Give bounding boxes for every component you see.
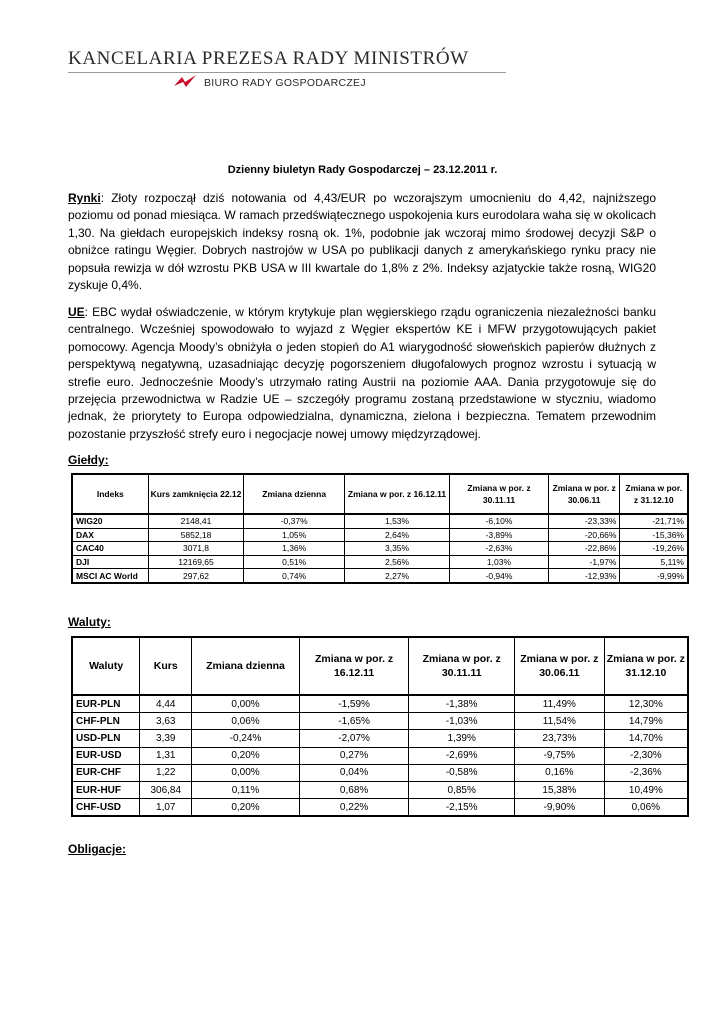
table-cell: -9,75% [515, 747, 605, 764]
table-cell: 10,49% [604, 781, 688, 798]
table-row [72, 569, 688, 583]
table-cell: EUR-HUF [72, 781, 140, 798]
table-cell: 11,54% [515, 713, 605, 730]
gieldy-col-header: Zmiana w por. z 30.06.11 [548, 474, 620, 514]
table-cell: DJI [72, 555, 148, 569]
table-cell: -15,36% [620, 528, 688, 542]
table-cell: 23,73% [515, 730, 605, 747]
table-cell: EUR-USD [72, 747, 140, 764]
table-row [72, 528, 688, 542]
rynki-text: : Złoty rozpoczął dziś notowania od 4,43/EUR po wczorajszym umocnieniu do 4,42, najniższego poziomu od ponad miesiąca. W ramach przedświątecznego uspokojenia kurs eurodolara waha się w okolicach 1,30. Na giełdach europejskich indeksy rosną ok. 1%, podobnie jak wczoraj mimo środowej decyzji S&P o obniżce ratingu Węgier. Dobrych nastrojów w USA po publikacji danych z amerykańskiego rynku pracy nie popsuła rewizja w dół wzrostu PKB USA w III kwartale do 1,8% z 2%. Indeksy azjatyckie także rosną, WIG20 zyskuje 0,4%. [68, 191, 656, 293]
table-row [72, 747, 688, 764]
table-cell: -9,99% [620, 569, 688, 583]
table-cell: 2,56% [344, 555, 449, 569]
table-cell: 0,20% [192, 799, 300, 817]
table-cell: -0,58% [409, 764, 515, 781]
gieldy-header-row [72, 474, 688, 514]
gieldy-col-header: Zmiana w por. z 31.12.10 [620, 474, 688, 514]
table-row [72, 542, 688, 556]
rynki-paragraph [68, 190, 656, 294]
gieldy-col-header: Indeks [72, 474, 148, 514]
rynki-label: Rynki [68, 191, 101, 205]
table-cell: EUR-CHF [72, 764, 140, 781]
table-cell: 12,30% [604, 695, 688, 713]
table-cell: -9,90% [515, 799, 605, 817]
table-cell: 0,06% [604, 799, 688, 817]
table-cell: -19,26% [620, 542, 688, 556]
table-cell: 0,11% [192, 781, 300, 798]
table-cell: 297,62 [148, 569, 244, 583]
table-cell: -2,15% [409, 799, 515, 817]
table-row [72, 764, 688, 781]
table-cell: -23,33% [548, 514, 620, 528]
table-cell: -20,66% [548, 528, 620, 542]
table-cell: -3,89% [450, 528, 549, 542]
table-cell: -21,71% [620, 514, 688, 528]
table-row [72, 713, 688, 730]
table-cell: 0,27% [299, 747, 409, 764]
table-cell: -2,69% [409, 747, 515, 764]
table-cell: MSCI AC World [72, 569, 148, 583]
table-cell: 0,16% [515, 764, 605, 781]
table-cell: 1,22 [140, 764, 192, 781]
table-cell: 5852,18 [148, 528, 244, 542]
table-cell: 2148,41 [148, 514, 244, 528]
table-cell: 0,04% [299, 764, 409, 781]
waluty-col-header: Zmiana w por. z 16.12.11 [299, 637, 409, 695]
table-cell: 0,85% [409, 781, 515, 798]
waluty-col-header: Zmiana w por. z 31.12.10 [604, 637, 688, 695]
table-cell: 3071,8 [148, 542, 244, 556]
table-cell: 3,35% [344, 542, 449, 556]
waluty-col-header: Zmiana w por. z 30.11.11 [409, 637, 515, 695]
table-cell: 0,68% [299, 781, 409, 798]
waluty-header-row [72, 637, 688, 695]
table-cell: USD-PLN [72, 730, 140, 747]
header-subtitle: BIURO RADY GOSPODARCZEJ [204, 77, 366, 89]
table-row [72, 514, 688, 528]
table-cell: EUR-PLN [72, 695, 140, 713]
table-cell: 3,39 [140, 730, 192, 747]
table-cell: 2,27% [344, 569, 449, 583]
table-cell: 5,11% [620, 555, 688, 569]
waluty-col-header: Zmiana dzienna [192, 637, 300, 695]
gieldy-col-header: Zmiana w por. z 16.12.11 [344, 474, 449, 514]
table-row [72, 781, 688, 798]
header-title: KANCELARIA PREZESA RADY MINISTRÓW [68, 48, 469, 69]
table-row [72, 730, 688, 747]
table-cell: 1,05% [244, 528, 345, 542]
table-cell: 4,44 [140, 695, 192, 713]
table-cell: -0,24% [192, 730, 300, 747]
document-title: Dzienny biuletyn Rady Gospodarczej – 23.12.2011 r. [227, 164, 498, 176]
table-cell: -1,65% [299, 713, 409, 730]
table-row [72, 555, 688, 569]
table-cell: 2,64% [344, 528, 449, 542]
table-cell: 0,00% [192, 695, 300, 713]
table-cell: WIG20 [72, 514, 148, 528]
gieldy-col-header: Zmiana dzienna [244, 474, 345, 514]
ue-text: : EBC wydał oświadczenie, w którym krytykuje plan węgierskiego rządu ograniczenia niezależności banku centralnego. Wcześniej spowodowało to wyjazd z Węgier ekspertów KE i MFW przygotowujących pakiet pomocowy. Agencja Moody’s obniżyła o jeden stopień do A1 wiarygodność słoweńskich papierów dłużnych z perspektywą negatywną, uzasadniając decyzję pogorszeniem długofalowych prognoz wzrostu i sytuacją w strefie euro. Jednocześnie Moody’s utrzymało rating Austrii na poziomie AAA. Dania przygotowuje się do przejęcia przewodnictwa w Radzie UE – szczegóły programu zostaną przedstawione w styczniu, wiadomo jednak, że priorytety to Europa odpowiedzialna, dynamiczna, zielona i bezpieczna. Tematem przewodnim pozostanie przyszłość strefy euro i negocjacje nowej umowy międzyrządowej. [68, 305, 656, 441]
table-cell: 14,70% [604, 730, 688, 747]
table-cell: 0,74% [244, 569, 345, 583]
table-row [72, 695, 688, 713]
waluty-col-header: Waluty [72, 637, 140, 695]
table-cell: 12169,65 [148, 555, 244, 569]
table-row [72, 799, 688, 817]
kprm-logo-icon [172, 74, 198, 90]
table-cell: CHF-PLN [72, 713, 140, 730]
waluty-col-header: Kurs [140, 637, 192, 695]
table-cell: -1,97% [548, 555, 620, 569]
table-cell: -1,38% [409, 695, 515, 713]
table-cell: 1,07 [140, 799, 192, 817]
table-cell: -2,07% [299, 730, 409, 747]
table-cell: 0,06% [192, 713, 300, 730]
table-cell: 0,00% [192, 764, 300, 781]
table-cell: -0,94% [450, 569, 549, 583]
table-cell: -0,37% [244, 514, 345, 528]
waluty-table [71, 636, 689, 817]
table-cell: -2,36% [604, 764, 688, 781]
gieldy-col-header: Zmiana w por. z 30.11.11 [450, 474, 549, 514]
table-cell: -6,10% [450, 514, 549, 528]
table-cell: 1,36% [244, 542, 345, 556]
table-cell: DAX [72, 528, 148, 542]
table-cell: 15,38% [515, 781, 605, 798]
table-cell: 1,39% [409, 730, 515, 747]
table-cell: 0,22% [299, 799, 409, 817]
table-cell: 3,63 [140, 713, 192, 730]
table-cell: CHF-USD [72, 799, 140, 817]
ue-label: UE [68, 305, 85, 319]
table-cell: 1,03% [450, 555, 549, 569]
header-divider [68, 72, 506, 73]
waluty-col-header: Zmiana w por. z 30.06.11 [515, 637, 605, 695]
table-cell: -22,86% [548, 542, 620, 556]
table-cell: CAC40 [72, 542, 148, 556]
table-cell: 11,49% [515, 695, 605, 713]
table-cell: 1,53% [344, 514, 449, 528]
table-cell: -2,63% [450, 542, 549, 556]
ue-paragraph [68, 304, 656, 443]
table-cell: 14,79% [604, 713, 688, 730]
table-cell: -2,30% [604, 747, 688, 764]
table-cell: 0,20% [192, 747, 300, 764]
table-cell: 1,31 [140, 747, 192, 764]
waluty-label: Waluty: [68, 615, 111, 629]
table-cell: -1,59% [299, 695, 409, 713]
table-cell: 306,84 [140, 781, 192, 798]
table-cell: -12,93% [548, 569, 620, 583]
table-cell: -1,03% [409, 713, 515, 730]
gieldy-table [71, 473, 689, 584]
obligacje-label: Obligacje: [68, 842, 127, 856]
gieldy-col-header: Kurs zamknięcia 22.12 [148, 474, 244, 514]
table-cell: 0,51% [244, 555, 345, 569]
gieldy-label: Giełdy: [68, 453, 109, 467]
